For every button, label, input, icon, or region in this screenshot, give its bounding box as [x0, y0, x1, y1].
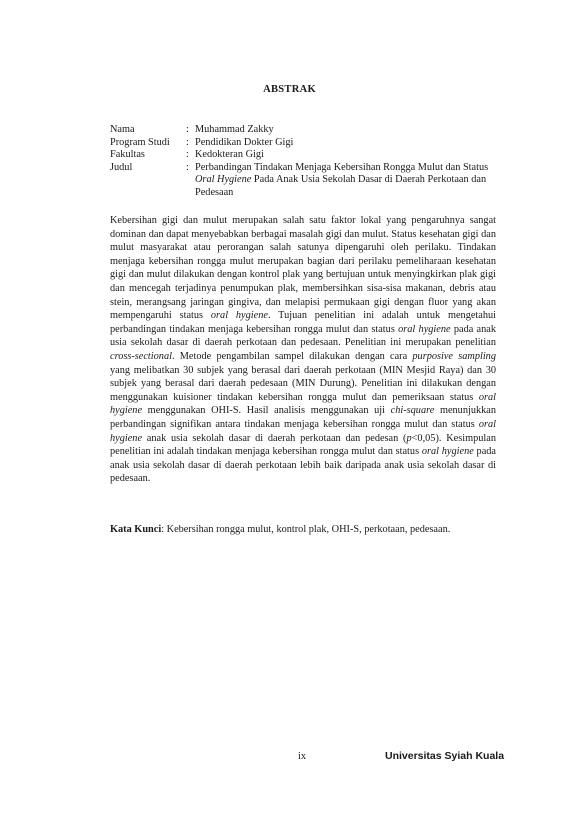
- abstract-text: yang melibatkan 30 subjek yang berasal dari daerah perkotaan (MIN Mesjid Raya) dan 30 subjek yang berasal dari daerah pedesaan (MIN Durung). Penelitian ini dilakukan dengan menggunakan kuisioner tindakan kebersihan rongga mulut dan pemeriksaan status: [110, 364, 496, 403]
- abstract-text: anak usia sekolah dasar di daerah perkotaan dan pedesan (: [142, 432, 407, 444]
- abstract-paragraph: [110, 214, 496, 486]
- abstract-italic: oral hygiene: [398, 323, 451, 335]
- metadata-block: [110, 124, 502, 200]
- keywords-value: : Kebersihan rongga mulut, kontrol plak, OHI-S, perkotaan, pedesaan.: [161, 524, 451, 535]
- abstract-text: Kebersihan gigi dan mulut merupakan salah satu faktor lokal yang pengaruhnya sangat dominan dan dapat menyebabkan berbagai masalah gigi dan mulut. Status kesehatan gigi dan mulut masyarakat atau perorangan salah satunya dipengaruhi oleh perilaku. Tindakan menjaga kebersihan rongga mulut merupakan bagian dari perilaku pemeliharaan kesehatan gigi dan mulut dilakukan dengan kontrol plak yang bertujuan untuk menyingkirkan plak gigi dan mencegah terjadinya penumpukan plak, membersihkan sisa-sisa makanan, debris atau stein, merangsang jaringan gingiva, dan melapisi permukaan gigi dengan fluor yang akan mempengaruhi status: [110, 215, 496, 322]
- abstract-text: pada anak usia sekolah dasar di daerah perkotaan lebih baik daripada anak usia sekolah dasar di pedesaan.: [110, 446, 496, 485]
- abstract-italic: p: [406, 432, 412, 444]
- abstract-italic: oral hygiene: [110, 391, 496, 417]
- page-title: ABSTRAK: [263, 84, 316, 95]
- keywords-label: Kata Kunci: [110, 524, 162, 535]
- meta-value-faculty: Kedokteran Gigi: [195, 149, 264, 161]
- meta-label-program: Program Studi: [110, 136, 170, 148]
- meta-value-program: Pendidikan Dokter Gigi: [195, 136, 294, 148]
- meta-row-name: [110, 124, 502, 137]
- meta-value-name: Muhammad Zakky: [195, 124, 274, 135]
- abstract-italic: oral hygiene: [110, 418, 496, 444]
- meta-colon: :: [186, 124, 189, 135]
- abstract-text: menunjukkan perbandingan signifikan antara tindakan menjaga kebersihan rongga mulut dan status: [110, 405, 496, 430]
- abstract-text: . Tujuan penelitian ini adalah untuk mengetahui perbandingan tindakan menjaga kebersihan rongga mulut dan status: [110, 310, 496, 335]
- meta-value-title: [195, 162, 502, 200]
- meta-row-program: [110, 137, 502, 150]
- meta-colon: :: [186, 149, 189, 161]
- abstract-italic: oral hygiene: [210, 310, 268, 322]
- title-text-2: Pada Anak Usia Sekolah Dasar di Daerah Perkotaan dan Pedesaan: [195, 174, 487, 198]
- keywords-line: [110, 523, 500, 537]
- meta-label-name: Nama: [110, 124, 135, 135]
- page-number: ix: [298, 751, 307, 762]
- abstract-text: menggunakan OHI-S. Hasil analisis menggunakan uji: [142, 405, 391, 417]
- abstract-italic: oral hygiene: [421, 446, 474, 458]
- abstract-text: . Metode pengambilan sampel dilakukan dengan cara: [171, 350, 413, 362]
- abstract-text: pada anak usia sekolah dasar di daerah perkotaan dan pedesaan. Penelitian ini merupakan penelitian: [110, 323, 496, 349]
- abstract-italic: cross-sectional: [110, 350, 172, 362]
- abstract-text: <0,05). Kesimpulan penelitian ini adalah tindakan menjaga kebersihan rongga mulut dan status: [110, 432, 496, 458]
- meta-colon: :: [186, 161, 189, 173]
- abstract-italic: purposive sampling: [412, 350, 496, 362]
- meta-colon: :: [186, 136, 189, 148]
- title-text-1: Perbandingan Tindakan Menjaga Kebersihan Rongga Mulut dan Status: [195, 161, 489, 173]
- abstract-italic: chi-square: [390, 405, 435, 417]
- meta-label-title: Judul: [110, 161, 133, 173]
- meta-label-faculty: Fakultas: [110, 149, 145, 161]
- meta-row-faculty: [110, 149, 502, 162]
- title-text-italic: Oral Hygiene: [195, 174, 252, 186]
- university-name: Universitas Syiah Kuala: [385, 750, 505, 762]
- meta-row-title: [110, 162, 502, 200]
